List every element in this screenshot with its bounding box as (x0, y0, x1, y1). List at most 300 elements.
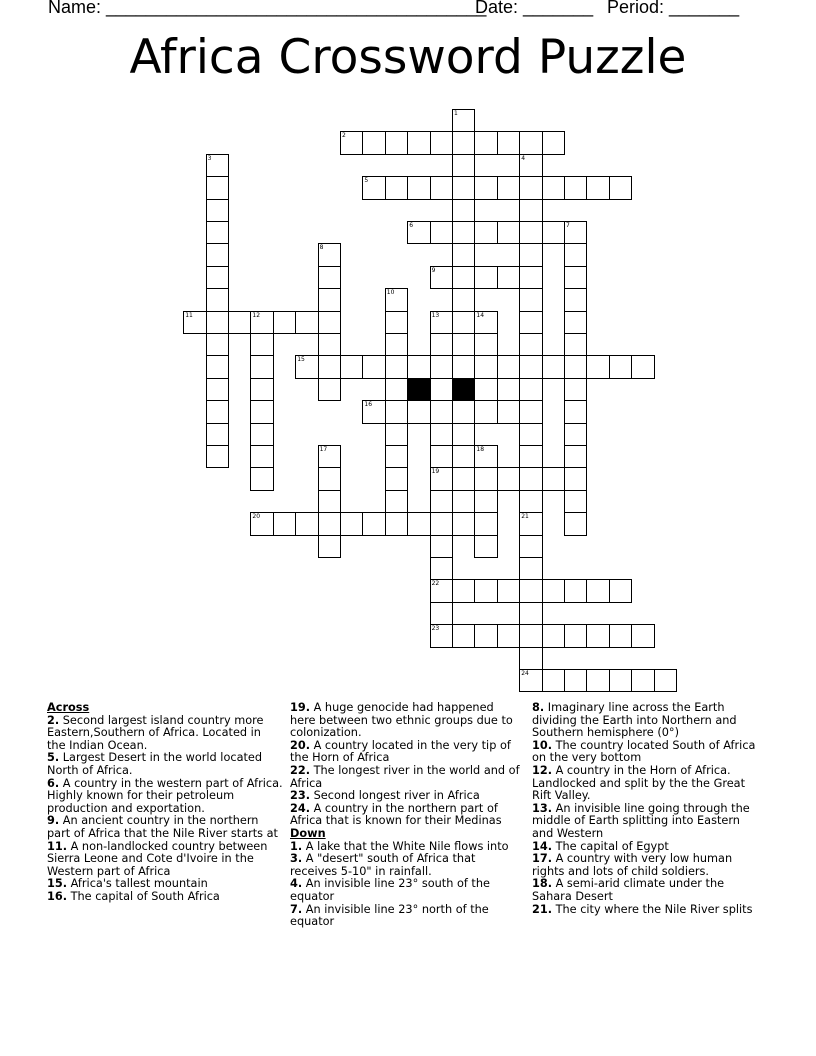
grid-cell[interactable] (586, 355, 609, 378)
grid-cell[interactable] (206, 400, 229, 423)
clue-number-label: 13. (532, 801, 553, 815)
clue-number-label: 17. (532, 852, 553, 866)
clue-number-label: 9. (47, 814, 60, 828)
grid-cell[interactable] (362, 512, 385, 535)
clue-text: The capital of South Africa (67, 889, 220, 903)
grid-cell[interactable] (206, 243, 229, 266)
clue-text: A semi-arid climate under the Sahara Desert (532, 877, 725, 903)
grid-cell[interactable] (564, 445, 587, 468)
grid-cell[interactable] (430, 400, 453, 423)
grid-cell[interactable] (519, 199, 542, 222)
grid-cell[interactable] (564, 243, 587, 266)
grid-cell[interactable] (542, 467, 565, 490)
grid-cell[interactable] (340, 512, 363, 535)
grid-cell[interactable] (474, 378, 497, 401)
grid-cell[interactable] (631, 624, 654, 647)
grid-cell[interactable] (430, 221, 453, 244)
grid-cell[interactable] (564, 311, 587, 334)
grid-cell[interactable] (452, 288, 475, 311)
clue-item (532, 740, 764, 765)
grid-cell[interactable] (385, 400, 408, 423)
clue-item (47, 778, 283, 816)
clue-text: The capital of Egypt (552, 839, 669, 853)
grid-cell[interactable] (430, 535, 453, 558)
grid-cell[interactable] (564, 355, 587, 378)
clue-number-label: 4. (290, 877, 303, 891)
grid-cell[interactable] (586, 669, 609, 692)
grid-cell[interactable] (564, 423, 587, 446)
grid-cell[interactable] (519, 602, 542, 625)
grid-cell[interactable] (519, 647, 542, 670)
clue-number-label: 5. (47, 751, 60, 765)
grid-cell[interactable] (295, 311, 318, 334)
clue-number: 18 (476, 446, 485, 453)
grid-cell[interactable] (385, 288, 408, 311)
grid-cell[interactable] (542, 221, 565, 244)
clue-number: 2 (342, 132, 346, 140)
clues-column-1 (47, 702, 283, 904)
clue-item (47, 841, 283, 879)
grid-cell[interactable] (407, 400, 430, 423)
grid-cell[interactable] (452, 221, 475, 244)
clue-number: 3 (207, 154, 212, 162)
grid-cell[interactable] (564, 378, 587, 401)
down-clue-list-continued (532, 702, 764, 916)
grid-cell[interactable] (452, 199, 475, 222)
grid-cell[interactable] (452, 423, 475, 446)
grid-cell[interactable] (407, 355, 430, 378)
period-field-label: Period: _______ (607, 0, 740, 17)
grid-cell[interactable] (385, 131, 408, 154)
clue-number: 6 (409, 222, 414, 229)
grid-cell[interactable] (452, 579, 475, 602)
grid-cell[interactable] (519, 311, 542, 334)
grid-cell[interactable] (586, 624, 609, 647)
grid-cell[interactable] (407, 512, 430, 535)
clue-text: An invisible line 23° north of the equator (290, 902, 489, 929)
grid-cell[interactable] (206, 378, 229, 401)
grid-cell[interactable] (452, 624, 475, 647)
clue-item (532, 853, 764, 878)
grid-cell[interactable] (430, 311, 453, 334)
grid-cell[interactable] (474, 355, 497, 378)
clue-text: A country with very low human rights and lots of child soldiers. (532, 852, 733, 878)
grid-cell[interactable] (474, 467, 497, 490)
grid-cell[interactable] (206, 445, 229, 468)
grid-cell[interactable] (564, 512, 587, 535)
grid-cell[interactable] (273, 311, 296, 334)
grid-cell[interactable] (564, 266, 587, 289)
grid-cell[interactable] (452, 311, 475, 334)
grid-cell[interactable] (631, 669, 654, 692)
grid-cell[interactable] (385, 467, 408, 490)
grid-cell[interactable] (385, 512, 408, 535)
grid-cell[interactable] (206, 311, 229, 334)
grid-cell[interactable] (542, 669, 565, 692)
grid-cell[interactable] (250, 467, 273, 490)
grid-cell[interactable] (452, 154, 475, 177)
clue-text: The country located South of Africa on the very bottom (532, 738, 756, 765)
grid-cell[interactable] (609, 355, 632, 378)
grid-cell[interactable] (250, 512, 273, 535)
clue-number-label: 21. (532, 902, 553, 916)
grid-cell[interactable] (250, 445, 273, 468)
grid-cell[interactable] (206, 423, 229, 446)
clue-item (532, 904, 764, 917)
clue-text: An invisible line going through the middle of Earth splitting into Eastern and Western (532, 801, 750, 840)
grid-cell[interactable] (519, 423, 542, 446)
grid-cell[interactable] (430, 378, 453, 401)
grid-cell[interactable] (295, 355, 318, 378)
grid-cell[interactable] (519, 221, 542, 244)
clue-number: 5 (364, 177, 369, 185)
date-field-label: Date: _______ (475, 0, 594, 17)
clue-number-label: 23. (290, 789, 311, 803)
grid-cell[interactable] (452, 131, 475, 154)
clue-number-label: 2. (47, 713, 60, 727)
grid-cell[interactable] (452, 266, 475, 289)
grid-cell[interactable] (542, 176, 565, 199)
clue-text: Largest Desert in the world located North of Africa. (47, 751, 263, 777)
grid-cell[interactable] (430, 579, 453, 602)
clue-number-label: 19. (290, 701, 311, 714)
grid-cell[interactable] (564, 221, 587, 244)
grid-cell[interactable] (542, 131, 565, 154)
clue-item (532, 878, 764, 903)
clue-number-label: 1. (290, 839, 303, 853)
clue-item (47, 815, 283, 840)
clue-number: 12 (252, 311, 261, 319)
clue-text: A lake that the White Nile flows into (302, 839, 509, 853)
grid-cell[interactable] (206, 333, 229, 356)
grid-cell[interactable] (497, 467, 520, 490)
clue-text: A country in the western part of Africa. Highly known for their petroleum production and exportation. (47, 776, 283, 815)
grid-cell[interactable] (519, 288, 542, 311)
grid-cell[interactable] (430, 602, 453, 625)
grid-cell[interactable] (564, 467, 587, 490)
grid-cell[interactable] (519, 243, 542, 266)
clue-number-label: 11. (47, 839, 68, 853)
clue-item (290, 904, 522, 929)
grid-cell[interactable] (385, 423, 408, 446)
grid-cell[interactable] (474, 333, 497, 356)
clue-number: 19 (431, 468, 440, 476)
grid-cell[interactable] (430, 512, 453, 535)
grid-cell[interactable] (474, 266, 497, 289)
grid-cell[interactable] (430, 131, 453, 154)
grid-cell[interactable] (497, 579, 520, 602)
clue-number-label: 3. (290, 852, 303, 866)
clue-number: 13 (431, 311, 440, 319)
grid-cell[interactable] (318, 490, 341, 513)
grid-cell[interactable] (564, 400, 587, 423)
grid-cell[interactable] (318, 355, 341, 378)
grid-cell[interactable] (497, 131, 520, 154)
black-cell (452, 378, 475, 401)
grid-cell[interactable] (362, 176, 385, 199)
grid-cell[interactable] (519, 669, 542, 692)
grid-cell[interactable] (497, 624, 520, 647)
grid-cell[interactable] (497, 400, 520, 423)
grid-cell[interactable] (474, 445, 497, 468)
clue-number-label: 7. (290, 902, 303, 916)
grid-cell[interactable] (318, 535, 341, 558)
grid-cell[interactable] (250, 400, 273, 423)
clue-item (290, 853, 522, 878)
grid-cell[interactable] (654, 669, 677, 692)
grid-cell[interactable] (542, 355, 565, 378)
grid-cell[interactable] (609, 176, 632, 199)
clue-text: Second longest river in Africa (310, 789, 480, 803)
grid-cell[interactable] (250, 311, 273, 334)
grid-cell[interactable] (519, 557, 542, 580)
grid-cell[interactable] (519, 400, 542, 423)
grid-cell[interactable] (318, 266, 341, 289)
grid-cell[interactable] (609, 669, 632, 692)
grid-cell[interactable] (519, 355, 542, 378)
grid-cell[interactable] (385, 176, 408, 199)
grid-cell[interactable] (631, 355, 654, 378)
grid-cell[interactable] (609, 579, 632, 602)
grid-cell[interactable] (609, 624, 632, 647)
page-title: Africa Crossword Puzzle (129, 30, 687, 85)
clue-text: A country located in the very tip of the Horn of Africa (290, 738, 511, 765)
grid-cell[interactable] (519, 445, 542, 468)
grid-cell[interactable] (385, 445, 408, 468)
grid-cell[interactable] (564, 176, 587, 199)
grid-cell[interactable] (430, 423, 453, 446)
grid-cell[interactable] (430, 266, 453, 289)
grid-cell[interactable] (318, 378, 341, 401)
grid-cell[interactable] (519, 512, 542, 535)
grid-cell[interactable] (206, 221, 229, 244)
grid-cell[interactable] (452, 467, 475, 490)
clue-text: Africa's tallest mountain (67, 877, 208, 891)
grid-cell[interactable] (474, 490, 497, 513)
grid-cell[interactable] (452, 355, 475, 378)
grid-cell[interactable] (452, 400, 475, 423)
across-heading: Across (47, 701, 90, 714)
clue-text: A country in the northern part of Africa that is known for their Medinas (290, 801, 502, 828)
grid-cell[interactable] (474, 624, 497, 647)
grid-cell[interactable] (430, 467, 453, 490)
black-cell (407, 378, 430, 401)
grid-cell[interactable] (519, 176, 542, 199)
clue-number: 17 (319, 446, 328, 453)
down-clue-list (290, 841, 522, 929)
clue-item (47, 715, 283, 753)
grid-cell[interactable] (430, 490, 453, 513)
grid-cell[interactable] (430, 557, 453, 580)
grid-cell[interactable] (318, 333, 341, 356)
grid-cell[interactable] (340, 355, 363, 378)
grid-cell[interactable] (250, 333, 273, 356)
grid-cell[interactable] (206, 176, 229, 199)
clue-number-label: 6. (47, 776, 60, 790)
grid-cell[interactable] (452, 176, 475, 199)
clue-text: A non-landlocked country between Sierra Leone and Cote d'Ivoire in the Western part of Africa (47, 839, 268, 878)
clue-number: 7 (566, 222, 570, 229)
clue-number-label: 20. (290, 738, 311, 752)
grid-cell[interactable] (273, 512, 296, 535)
grid-cell[interactable] (206, 355, 229, 378)
grid-cell[interactable] (206, 154, 229, 177)
clue-item (47, 752, 283, 777)
clue-number-label: 24. (290, 801, 311, 815)
clues-column-2 (290, 702, 522, 929)
grid-cell[interactable] (519, 266, 542, 289)
grid-cell[interactable] (385, 378, 408, 401)
grid-cell[interactable] (452, 512, 475, 535)
grid-cell[interactable] (564, 669, 587, 692)
grid-cell[interactable] (474, 131, 497, 154)
grid-cell[interactable] (206, 266, 229, 289)
clue-number: 1 (454, 110, 458, 117)
grid-cell[interactable] (497, 355, 520, 378)
grid-cell[interactable] (250, 378, 273, 401)
clue-number: 9 (431, 266, 436, 274)
grid-cell[interactable] (474, 176, 497, 199)
grid-cell[interactable] (452, 243, 475, 266)
clue-number-label: 12. (532, 763, 553, 777)
grid-cell[interactable] (206, 288, 229, 311)
clue-text: An invisible line 23° south of the equator (290, 877, 490, 903)
across-clue-list (47, 715, 283, 904)
clue-item (532, 803, 764, 841)
grid-cell[interactable] (430, 355, 453, 378)
clue-text: A "desert" south of Africa that receives 5-10" in rainfall. (290, 852, 476, 878)
grid-cell[interactable] (228, 311, 251, 334)
grid-cell[interactable] (318, 445, 341, 468)
clue-number: 16 (364, 401, 373, 409)
grid-cell[interactable] (519, 579, 542, 602)
grid-cell[interactable] (519, 624, 542, 647)
grid-cell[interactable] (497, 266, 520, 289)
grid-cell[interactable] (407, 131, 430, 154)
grid-cell[interactable] (542, 624, 565, 647)
grid-cell[interactable] (564, 579, 587, 602)
grid-cell[interactable] (295, 512, 318, 535)
clues-column-3 (532, 702, 764, 916)
clue-item (290, 765, 522, 790)
grid-cell[interactable] (385, 355, 408, 378)
grid-cell[interactable] (250, 423, 273, 446)
grid-cell[interactable] (519, 378, 542, 401)
clue-text: An ancient country in the northern part of Africa that the Nile River starts at (47, 814, 278, 840)
grid-cell[interactable] (586, 176, 609, 199)
grid-cell[interactable] (474, 400, 497, 423)
grid-cell[interactable] (519, 333, 542, 356)
grid-cell[interactable] (497, 221, 520, 244)
clue-number-label: 16. (47, 889, 68, 903)
grid-cell[interactable] (385, 333, 408, 356)
grid-cell[interactable] (564, 333, 587, 356)
grid-cell[interactable] (452, 109, 475, 132)
across-clue-list-continued (290, 702, 522, 828)
grid-cell[interactable] (385, 490, 408, 513)
grid-cell[interactable] (519, 490, 542, 513)
clue-item (532, 765, 764, 803)
clue-number-label: 22. (290, 763, 311, 777)
grid-cell[interactable] (474, 311, 497, 334)
grid-cell[interactable] (474, 512, 497, 535)
clue-text: Imaginary line across the Earth dividing the Earth into Northern and Southern hemisphere (0°) (532, 701, 737, 740)
clue-number: 21 (521, 513, 529, 521)
grid-cell[interactable] (497, 176, 520, 199)
clue-number: 22 (431, 580, 440, 588)
clue-number: 15 (297, 356, 305, 364)
grid-cell[interactable] (385, 311, 408, 334)
grid-cell[interactable] (206, 199, 229, 222)
grid-cell[interactable] (430, 176, 453, 199)
grid-cell[interactable] (407, 221, 430, 244)
clue-number-label: 8. (532, 701, 545, 714)
grid-cell[interactable] (564, 490, 587, 513)
grid-cell[interactable] (318, 243, 341, 266)
grid-cell[interactable] (318, 311, 341, 334)
grid-cell[interactable] (183, 311, 206, 334)
grid-cell[interactable] (564, 288, 587, 311)
clue-number: 11 (185, 311, 193, 319)
grid-cell[interactable] (318, 512, 341, 535)
clue-text: A huge genocide had happened here between two ethnic groups due to colonization. (290, 701, 513, 740)
grid-cell[interactable] (474, 535, 497, 558)
down-heading: Down (290, 826, 326, 840)
clue-number: 20 (252, 513, 261, 521)
grid-cell[interactable] (407, 176, 430, 199)
grid-cell[interactable] (452, 490, 475, 513)
grid-cell[interactable] (250, 355, 273, 378)
grid-cell[interactable] (430, 445, 453, 468)
clue-text: The longest river in the world and of Africa (290, 763, 520, 790)
clue-item (290, 878, 522, 903)
clue-item (47, 891, 283, 904)
clue-number: 23 (431, 625, 440, 633)
grid-cell[interactable] (318, 467, 341, 490)
grid-cell[interactable] (474, 221, 497, 244)
clue-number: 14 (476, 311, 485, 319)
clue-text: The city where the Nile River splits (552, 902, 753, 916)
grid-cell[interactable] (542, 579, 565, 602)
grid-cell[interactable] (519, 467, 542, 490)
clue-number-label: 14. (532, 839, 553, 853)
grid-cell[interactable] (452, 445, 475, 468)
clue-number: 8 (319, 244, 324, 252)
grid-cell[interactable] (474, 579, 497, 602)
grid-cell[interactable] (519, 154, 542, 177)
grid-cell[interactable] (586, 579, 609, 602)
clue-item (290, 740, 522, 765)
grid-cell[interactable] (430, 624, 453, 647)
grid-cell[interactable] (564, 624, 587, 647)
grid-cell[interactable] (340, 131, 363, 154)
clue-number: 10 (386, 289, 395, 297)
clue-number-label: 18. (532, 877, 553, 891)
grid-cell[interactable] (430, 333, 453, 356)
grid-cell[interactable] (519, 535, 542, 558)
clue-item (532, 702, 764, 740)
clue-item (290, 702, 522, 740)
grid-cell[interactable] (318, 288, 341, 311)
grid-cell[interactable] (519, 131, 542, 154)
grid-cell[interactable] (452, 333, 475, 356)
grid-cell[interactable] (362, 400, 385, 423)
clue-text: Second largest island country more Eastern,Southern of Africa. Located in the Indian Ocean. (47, 713, 264, 752)
grid-cell[interactable] (362, 131, 385, 154)
clue-number-label: 10. (532, 738, 553, 752)
grid-cell[interactable] (362, 355, 385, 378)
clue-item (290, 803, 522, 828)
